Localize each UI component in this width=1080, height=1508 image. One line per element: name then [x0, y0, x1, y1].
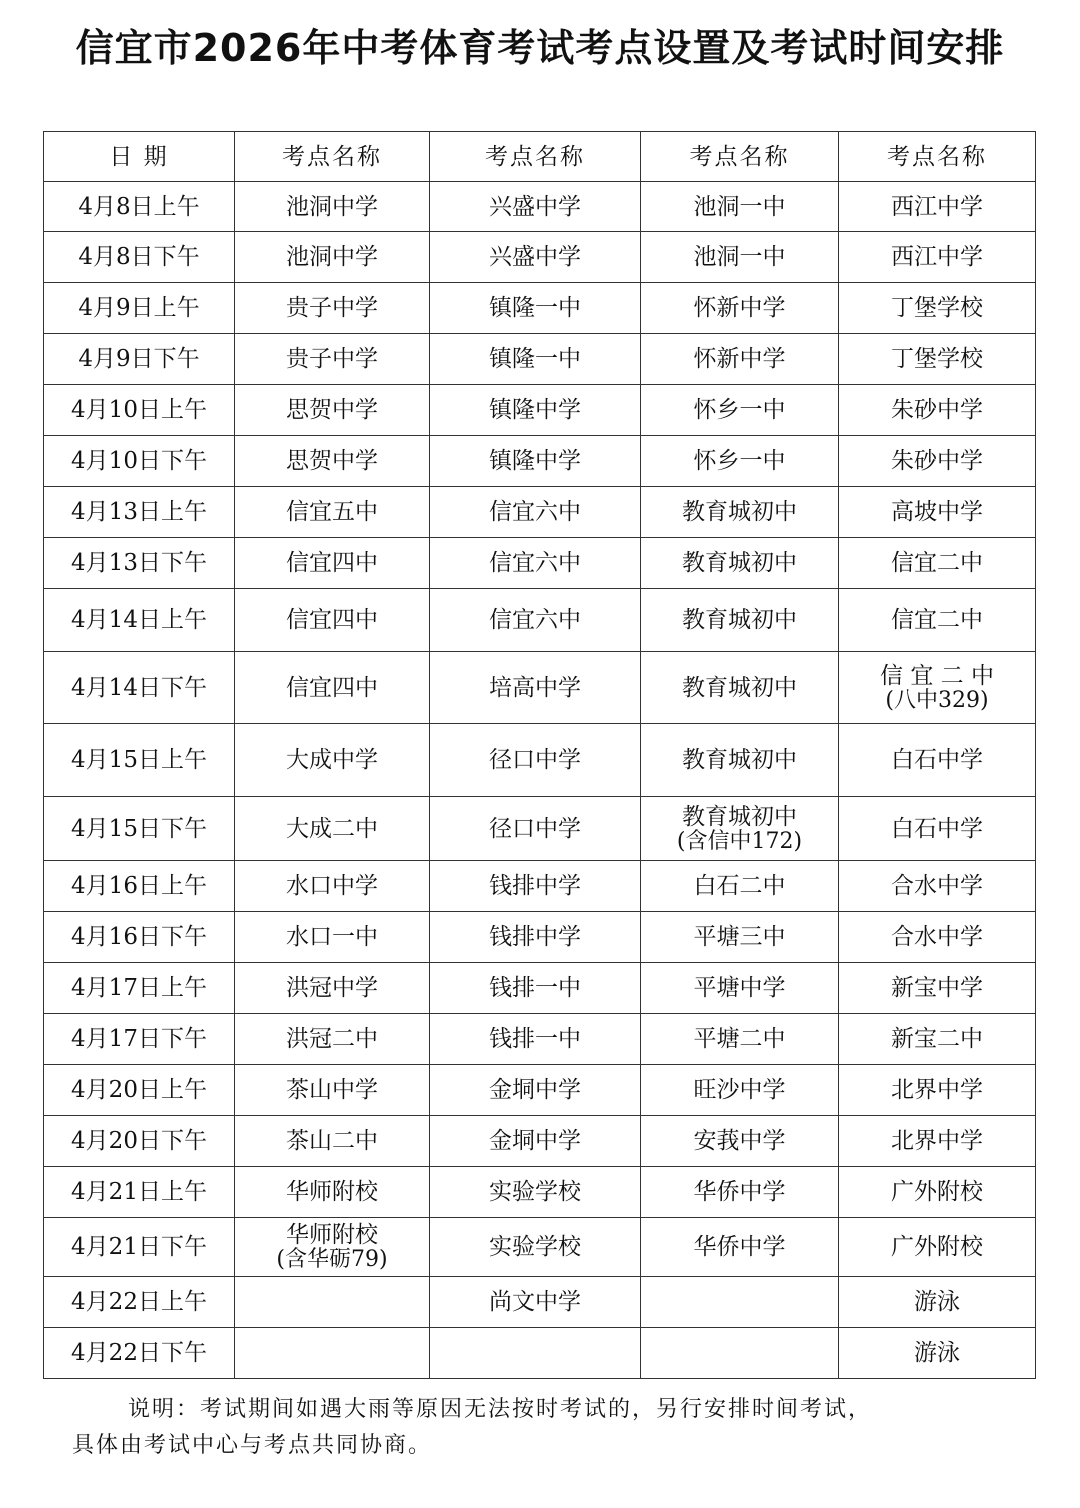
- site-cell-4-text: 游泳: [914, 1340, 960, 1366]
- date-cell: [44, 1328, 235, 1379]
- site-cell-4-text: 广外附校: [891, 1179, 983, 1205]
- table-row: [44, 963, 1036, 1014]
- date-cell-text: 4月10日上午: [71, 397, 207, 423]
- date-cell-text: 4月15日上午: [71, 747, 207, 773]
- date-cell: [44, 589, 235, 652]
- site-cell-2: [430, 487, 641, 538]
- table-row: [44, 182, 1036, 232]
- table-row: [44, 334, 1036, 385]
- site-cell-2-text: 培高中学: [489, 674, 581, 701]
- site-cell-3-text: 平塘中学: [693, 975, 786, 1001]
- site-cell-3: [641, 963, 839, 1014]
- site-cell-1-text: 洪冠中学: [286, 975, 378, 1001]
- table-row: [44, 1065, 1036, 1116]
- site-cell-4-text: 北界中学: [891, 1128, 983, 1154]
- site-cell-3-text: 怀新中学: [693, 346, 786, 372]
- site-cell-3: [641, 487, 839, 538]
- site-cell-1: [235, 861, 430, 912]
- site-cell-4: [839, 283, 1036, 334]
- site-cell-3: [641, 1328, 839, 1379]
- date-cell-text: 4月9日下午: [78, 346, 200, 372]
- site-cell-3: [641, 1014, 839, 1065]
- site-cell-3-text: 教育城初中: [682, 747, 797, 773]
- site-cell-4-text: 信宜二中: [891, 550, 983, 576]
- site-cell-4: [839, 797, 1036, 861]
- header-site-4: 考点名称: [839, 132, 1036, 182]
- date-cell: [44, 182, 235, 232]
- site-cell-4: [839, 538, 1036, 589]
- site-cell-3: [641, 1218, 839, 1277]
- site-cell-2-text: 钱排一中: [489, 1026, 581, 1052]
- site-cell-4-text: 白石中学: [891, 747, 983, 773]
- site-cell-3-text: 教育城初中: [682, 550, 797, 576]
- site-cell-3: [641, 797, 839, 861]
- site-cell-4-text: 合水中学: [891, 924, 983, 950]
- site-cell-4: [839, 436, 1036, 487]
- table-row: [44, 797, 1036, 861]
- site-cell-3-text: 教育城初中: [682, 803, 797, 830]
- site-cell-4: [839, 724, 1036, 797]
- site-cell-2-text: 镇隆一中: [489, 346, 581, 372]
- site-cell-1: [235, 1014, 430, 1065]
- site-cell-1-text: 信宜四中: [286, 607, 378, 633]
- site-cell-2: [430, 334, 641, 385]
- date-cell: [44, 963, 235, 1014]
- date-cell: [44, 1065, 235, 1116]
- site-cell-2-text: 信宜六中: [489, 550, 581, 576]
- site-cell-1: [235, 912, 430, 963]
- site-cell-2: [430, 589, 641, 652]
- site-cell-1-text: 思贺中学: [286, 448, 378, 474]
- site-cell-2: [430, 1277, 641, 1328]
- site-cell-4-text: 新宝二中: [891, 1026, 983, 1052]
- date-cell: [44, 283, 235, 334]
- site-cell-4-text: 朱砂中学: [891, 397, 983, 423]
- site-cell-3: [641, 334, 839, 385]
- date-cell-text: 4月8日下午: [78, 244, 200, 270]
- site-cell-2-text: 实验学校: [489, 1179, 581, 1205]
- date-cell-text: 4月9日上午: [78, 295, 200, 321]
- header-site-3: 考点名称: [641, 132, 839, 182]
- site-cell-4: [839, 861, 1036, 912]
- site-cell-2: [430, 232, 641, 283]
- site-cell-3-text: 平塘三中: [693, 924, 786, 950]
- date-cell: [44, 538, 235, 589]
- site-cell-1-text: 水口一中: [286, 924, 378, 950]
- site-cell-4: [839, 1328, 1036, 1379]
- site-cell-1-text: 华师附校: [286, 1222, 378, 1248]
- site-cell-1: [235, 1328, 430, 1379]
- site-cell-3: [641, 385, 839, 436]
- site-cell-1: [235, 232, 430, 283]
- site-cell-1-text: 华师附校: [286, 1179, 378, 1205]
- page-title: 信宜市2026年中考体育考试考点设置及考试时间安排: [75, 26, 1005, 70]
- note-line-1: 说明：考试期间如遇大雨等原因无法按时考试的，另行安排时间考试，: [128, 1397, 873, 1422]
- site-cell-4-subtext: (八中329): [885, 687, 989, 713]
- site-cell-2-text: 金垌中学: [489, 1128, 581, 1154]
- date-cell-text: 4月10日下午: [71, 448, 207, 474]
- site-cell-1-text: 信宜四中: [286, 674, 378, 701]
- site-cell-2: [430, 797, 641, 861]
- date-cell-text: 4月8日上午: [78, 193, 200, 220]
- table-row: [44, 1328, 1036, 1379]
- site-cell-1-text: 茶山中学: [286, 1077, 378, 1103]
- date-cell-text: 4月14日下午: [71, 674, 207, 701]
- site-cell-2-text: 镇隆中学: [489, 448, 581, 474]
- site-cell-2: [430, 1167, 641, 1218]
- table-row: [44, 1218, 1036, 1277]
- table-row: [44, 652, 1036, 724]
- site-cell-1: [235, 283, 430, 334]
- site-cell-3: [641, 1277, 839, 1328]
- site-cell-4: [839, 1277, 1036, 1328]
- date-cell-text: 4月20日上午: [71, 1077, 207, 1103]
- date-cell: [44, 1277, 235, 1328]
- site-cell-2-text: 径口中学: [489, 747, 581, 773]
- site-cell-3-text: 池洞一中: [693, 193, 786, 220]
- site-cell-4: [839, 589, 1036, 652]
- site-cell-4-text: 丁堡学校: [891, 346, 983, 372]
- site-cell-2-text: 镇隆一中: [489, 295, 581, 321]
- site-cell-1: [235, 436, 430, 487]
- date-cell-text: 4月21日下午: [71, 1234, 207, 1260]
- site-cell-4-text: 丁堡学校: [891, 295, 983, 321]
- site-cell-3: [641, 436, 839, 487]
- site-cell-3-text: 教育城初中: [682, 674, 797, 701]
- site-cell-1: [235, 334, 430, 385]
- site-cell-3: [641, 652, 839, 724]
- header-site-2: 考点名称: [430, 132, 641, 182]
- site-cell-4-text: 合水中学: [891, 873, 983, 899]
- site-cell-2: [430, 963, 641, 1014]
- site-cell-2-text: 金垌中学: [489, 1077, 581, 1103]
- site-cell-2-text: 镇隆中学: [489, 397, 581, 423]
- site-cell-3-text: 华侨中学: [693, 1234, 786, 1260]
- date-cell: [44, 652, 235, 724]
- date-cell-text: 4月14日上午: [71, 607, 207, 633]
- date-cell-text: 4月17日上午: [71, 975, 207, 1001]
- site-cell-3-text: 教育城初中: [682, 607, 797, 633]
- site-cell-2-text: 钱排一中: [489, 975, 581, 1001]
- site-cell-3-text: 池洞一中: [693, 244, 786, 270]
- site-cell-2-text: 实验学校: [489, 1234, 581, 1260]
- site-cell-3: [641, 1116, 839, 1167]
- site-cell-4-text: 西江中学: [891, 193, 983, 220]
- site-cell-4: [839, 385, 1036, 436]
- table-row: [44, 436, 1036, 487]
- site-cell-2: [430, 724, 641, 797]
- site-cell-2-text: 尚文中学: [489, 1289, 581, 1315]
- site-cell-3: [641, 283, 839, 334]
- site-cell-3: [641, 182, 839, 232]
- site-cell-2: [430, 861, 641, 912]
- site-cell-1: [235, 1277, 430, 1328]
- site-cell-2-text: 信宜六中: [489, 607, 581, 633]
- site-cell-3-text: 旺沙中学: [693, 1077, 786, 1103]
- site-cell-3: [641, 861, 839, 912]
- site-cell-4: [839, 912, 1036, 963]
- site-cell-1-text: 思贺中学: [286, 397, 378, 423]
- site-cell-2: [430, 436, 641, 487]
- date-cell-text: 4月22日下午: [71, 1340, 207, 1366]
- site-cell-3-text: 怀乡一中: [693, 397, 786, 423]
- site-cell-2: [430, 1218, 641, 1277]
- site-cell-2: [430, 912, 641, 963]
- site-cell-1: [235, 797, 430, 861]
- site-cell-1: [235, 538, 430, 589]
- site-cell-1: [235, 1167, 430, 1218]
- site-cell-4: [839, 334, 1036, 385]
- table-row: [44, 589, 1036, 652]
- table-row: [44, 1014, 1036, 1065]
- site-cell-4-text: 白石中学: [891, 815, 983, 842]
- date-cell-text: 4月15日下午: [71, 815, 207, 842]
- site-cell-4-text: 高坡中学: [891, 499, 983, 525]
- site-cell-2: [430, 1116, 641, 1167]
- site-cell-4: [839, 1218, 1036, 1277]
- site-cell-3-text: 平塘二中: [693, 1026, 786, 1052]
- site-cell-4-text: 信 宜 二 中: [880, 662, 994, 689]
- site-cell-1-text: 池洞中学: [286, 193, 378, 220]
- site-cell-1-text: 贵子中学: [286, 346, 378, 372]
- table-row: [44, 283, 1036, 334]
- site-cell-3-text: 怀新中学: [693, 295, 786, 321]
- site-cell-1: [235, 182, 430, 232]
- site-cell-1: [235, 385, 430, 436]
- exam-schedule-table: [43, 131, 1036, 1379]
- site-cell-3: [641, 724, 839, 797]
- site-cell-2-text: 兴盛中学: [489, 193, 581, 220]
- table-row: [44, 724, 1036, 797]
- site-cell-1: [235, 724, 430, 797]
- site-cell-3: [641, 1167, 839, 1218]
- date-cell: [44, 1116, 235, 1167]
- site-cell-3-subtext: (含信中172): [676, 828, 803, 854]
- site-cell-4-text: 朱砂中学: [891, 448, 983, 474]
- site-cell-3: [641, 232, 839, 283]
- site-cell-2: [430, 182, 641, 232]
- header-date: 日 期: [44, 132, 235, 182]
- site-cell-2: [430, 1065, 641, 1116]
- site-cell-1-subtext: (含华砺79): [276, 1247, 388, 1272]
- note-line-2: 具体由考试中心与考点共同协商。: [72, 1433, 433, 1458]
- site-cell-1: [235, 1116, 430, 1167]
- site-cell-4: [839, 1065, 1036, 1116]
- site-cell-1-text: 茶山二中: [286, 1128, 378, 1154]
- site-cell-3-text: 教育城初中: [682, 499, 797, 525]
- table-row: [44, 861, 1036, 912]
- site-cell-3: [641, 1065, 839, 1116]
- site-cell-1-text: 信宜四中: [286, 550, 378, 576]
- date-cell-text: 4月22日上午: [71, 1289, 207, 1315]
- date-cell-text: 4月16日下午: [71, 924, 207, 950]
- date-cell: [44, 797, 235, 861]
- site-cell-2: [430, 538, 641, 589]
- date-cell: [44, 1218, 235, 1277]
- site-cell-4-text: 信宜二中: [891, 607, 983, 633]
- date-cell-text: 4月21日上午: [71, 1179, 207, 1205]
- site-cell-4: [839, 652, 1036, 724]
- site-cell-4-text: 西江中学: [891, 244, 983, 270]
- site-cell-3: [641, 589, 839, 652]
- site-cell-1: [235, 1065, 430, 1116]
- site-cell-2-text: 径口中学: [489, 815, 581, 842]
- site-cell-3: [641, 538, 839, 589]
- site-cell-4-text: 游泳: [914, 1289, 960, 1315]
- table-row: [44, 385, 1036, 436]
- site-cell-4: [839, 232, 1036, 283]
- note: [72, 1392, 1012, 1464]
- date-cell: [44, 334, 235, 385]
- site-cell-1: [235, 589, 430, 652]
- site-cell-1: [235, 652, 430, 724]
- site-cell-2-text: 钱排中学: [489, 924, 581, 950]
- site-cell-3-text: 华侨中学: [693, 1179, 786, 1205]
- site-cell-1-text: 信宜五中: [286, 499, 378, 525]
- site-cell-4-text: 广外附校: [891, 1234, 983, 1260]
- header-site-1: 考点名称: [235, 132, 430, 182]
- table-row: [44, 1277, 1036, 1328]
- site-cell-1-text: 水口中学: [286, 873, 378, 899]
- table-row: [44, 487, 1036, 538]
- site-cell-2-text: 信宜六中: [489, 499, 581, 525]
- table-row: [44, 1167, 1036, 1218]
- date-cell-text: 4月13日上午: [71, 499, 207, 525]
- site-cell-1-text: 贵子中学: [286, 295, 378, 321]
- date-cell: [44, 861, 235, 912]
- table-header-row: [44, 132, 1036, 182]
- date-cell: [44, 385, 235, 436]
- table-row: [44, 538, 1036, 589]
- site-cell-4: [839, 1116, 1036, 1167]
- date-cell: [44, 724, 235, 797]
- table-row: [44, 232, 1036, 283]
- site-cell-1-text: 大成中学: [286, 747, 378, 773]
- table-row: [44, 1116, 1036, 1167]
- site-cell-4-text: 新宝中学: [891, 975, 983, 1001]
- site-cell-2-text: 钱排中学: [489, 873, 581, 899]
- site-cell-4: [839, 1014, 1036, 1065]
- site-cell-2: [430, 652, 641, 724]
- date-cell: [44, 436, 235, 487]
- site-cell-1-text: 池洞中学: [286, 244, 378, 270]
- date-cell-text: 4月13日下午: [71, 550, 207, 576]
- date-cell-text: 4月17日下午: [71, 1026, 207, 1052]
- site-cell-4: [839, 1167, 1036, 1218]
- site-cell-4: [839, 963, 1036, 1014]
- date-cell: [44, 1014, 235, 1065]
- site-cell-2: [430, 1328, 641, 1379]
- date-cell-text: 4月16日上午: [71, 873, 207, 899]
- site-cell-1: [235, 963, 430, 1014]
- date-cell: [44, 232, 235, 283]
- site-cell-4: [839, 182, 1036, 232]
- site-cell-3: [641, 912, 839, 963]
- site-cell-1-text: 洪冠二中: [286, 1026, 378, 1052]
- date-cell: [44, 1167, 235, 1218]
- site-cell-3-text: 怀乡一中: [693, 448, 786, 474]
- site-cell-2: [430, 283, 641, 334]
- site-cell-4-text: 北界中学: [891, 1077, 983, 1103]
- site-cell-4: [839, 487, 1036, 538]
- site-cell-2: [430, 385, 641, 436]
- site-cell-2-text: 兴盛中学: [489, 244, 581, 270]
- date-cell: [44, 912, 235, 963]
- table-row: [44, 912, 1036, 963]
- site-cell-1: [235, 487, 430, 538]
- site-cell-1-text: 大成二中: [286, 815, 378, 842]
- date-cell: [44, 487, 235, 538]
- site-cell-3-text: 安莪中学: [693, 1128, 786, 1154]
- date-cell-text: 4月20日下午: [71, 1128, 207, 1154]
- site-cell-1: [235, 1218, 430, 1277]
- site-cell-3-text: 白石二中: [693, 873, 786, 899]
- site-cell-2: [430, 1014, 641, 1065]
